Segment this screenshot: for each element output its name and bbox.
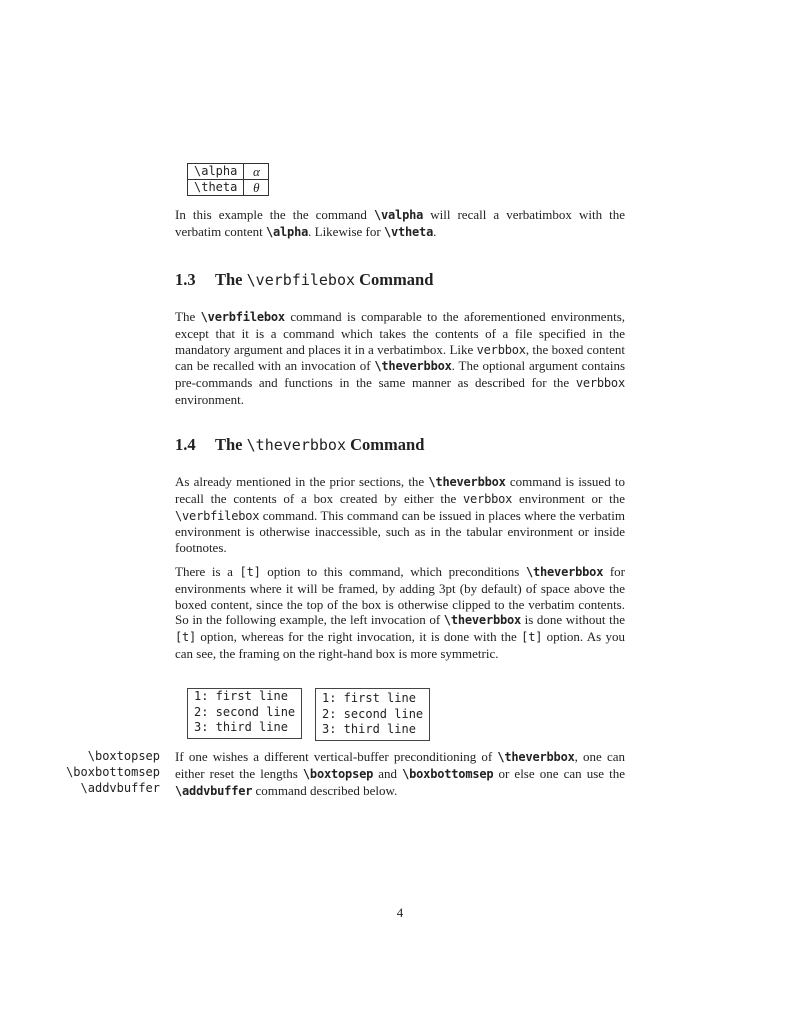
text: command is issued to recall the contents of a box created by either the (175, 474, 626, 506)
text: . Likewise for (308, 223, 384, 239)
text: option, whereas for the right invocation, it is done with the (196, 629, 522, 645)
section-1-3-paragraph (175, 309, 625, 408)
heading-text: Command (355, 270, 434, 289)
text: command described below. (252, 782, 398, 798)
command-text: \theverbbox (374, 359, 452, 374)
command-text: \theverbbox (428, 475, 506, 489)
command-text: verbbox (575, 376, 625, 391)
text: If one wishes a different vertical-buffer preconditioning of (175, 749, 498, 764)
text: option. As you can see, the framing on the right-hand box is more symmetric. (175, 629, 625, 661)
text: environment or the (512, 490, 625, 506)
text: , one can either reset the lengths (175, 749, 626, 781)
text: There is a (175, 564, 240, 579)
text: or else one can use the (493, 765, 625, 781)
section-number: 1.4 (175, 435, 196, 454)
command-text: \theverbbox (443, 613, 522, 628)
heading-text: The (215, 435, 247, 454)
margin-note: \boxbottomsep (66, 764, 160, 779)
command-text: \theverbbox (525, 565, 604, 579)
option-text: [t] (521, 630, 543, 645)
text: . (433, 223, 437, 239)
text: and (373, 765, 403, 781)
margin-note: \addvbuffer (80, 780, 160, 795)
text: is done without the (521, 612, 625, 628)
text: environment. (175, 391, 244, 407)
text: As already mentioned in the prior sections, the (175, 474, 429, 489)
command-text: \valpha (373, 208, 424, 222)
command-text: \boxtopsep (302, 766, 374, 781)
command-text: \boxbottomsep (402, 766, 494, 781)
text: . The optional argument contains pre-commands and functions in the same manner as described for the (175, 358, 626, 391)
table-cell-glyph: θ (244, 180, 269, 196)
command-text: \verbfilebox (200, 310, 285, 324)
option-text: [t] (239, 565, 261, 579)
table-cell-code: \theta (188, 180, 244, 196)
verbatim-line: 2: second line (322, 706, 424, 721)
text: command is comparable to the aforementioned environments, except that it is a command which takes the contents of a file specified in the mandatory argument and places it in a verbatimbox. Like (175, 309, 625, 357)
text: , the boxed content can be recalled with an invocation of (175, 341, 625, 374)
margin-notes (60, 749, 160, 796)
verbatim-line: 1: first line (322, 691, 416, 705)
intro-paragraph (175, 207, 625, 241)
heading-command: \theverbbox (246, 436, 346, 454)
verbatim-line: 3: third line (194, 720, 288, 734)
text: command. This command can be issued in places where the verbatim environment is otherwise inaccessible, such as in the tabular environment or inside footnotes. (175, 507, 625, 556)
heading-text: Command (345, 435, 425, 454)
command-text: \vtheta (383, 224, 434, 239)
command-text: \theverbbox (497, 750, 575, 764)
heading-text: The (215, 270, 247, 289)
command-text: \alpha (265, 224, 309, 239)
table-cell-code: \alpha (188, 164, 244, 180)
page-number: 4 (396, 905, 404, 920)
section-1-4-paragraph-2 (175, 564, 625, 662)
table-row (188, 180, 269, 196)
symbol-table (187, 163, 269, 196)
section-heading-1-3 (175, 270, 433, 290)
text: for environments where it will be framed, by adding 3pt (by default) of space above the boxed content, since the top of the box is otherwise clipped to the verbatim contents. So in the following example, the left invocation of (175, 564, 625, 628)
table-row (188, 164, 269, 180)
text: option to this command, which preconditions (260, 564, 526, 579)
verbatim-box-right (315, 688, 430, 741)
verbatim-line: 3: third line (322, 722, 416, 736)
heading-command: \verbfilebox (246, 271, 356, 289)
verbatim-line: 1: first line (194, 689, 288, 703)
section-heading-1-4 (175, 435, 424, 455)
section-number: 1.3 (175, 270, 196, 289)
final-paragraph (175, 749, 625, 799)
command-text: \addvbuffer (175, 783, 253, 798)
text: will recall a verbatimbox with the verbatim content (175, 207, 625, 239)
option-text: [t] (175, 630, 197, 645)
verbatim-line: 2: second line (194, 704, 296, 719)
text: The (175, 309, 201, 324)
verbatim-box-left (187, 688, 302, 739)
command-text: verbbox (476, 342, 526, 357)
margin-note: \boxtopsep (87, 749, 160, 763)
command-text: verbbox (463, 491, 513, 506)
text: In this example the the command (175, 207, 374, 222)
table-cell-glyph: α (244, 164, 269, 180)
section-1-4-paragraph-1 (175, 474, 625, 556)
command-text: \verbfilebox (175, 508, 260, 523)
